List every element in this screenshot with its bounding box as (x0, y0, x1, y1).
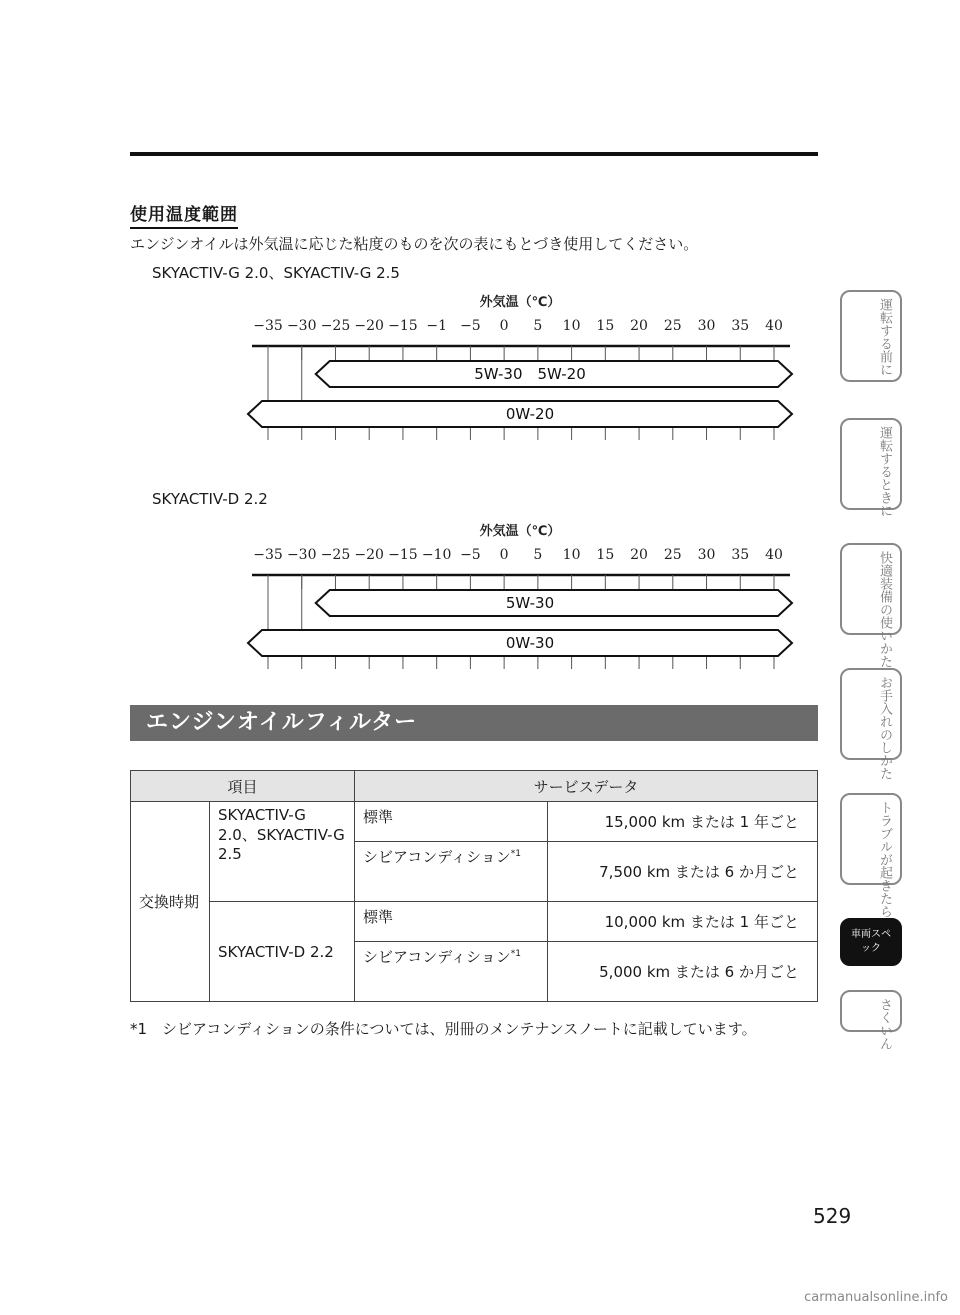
top-rule (130, 152, 818, 156)
tab-text: お手入れのしかた (877, 676, 892, 780)
footnote-ref: *1 (510, 849, 521, 859)
tick-label: 30 (697, 318, 716, 334)
tick-label: −30 (286, 547, 317, 563)
tab-text: 快適装備の使いかた (877, 551, 892, 668)
tab-troubleshooting[interactable] (840, 793, 902, 918)
model-gasoline: SKYACTIV-G 2.0、SKYACTIV-G 2.5 (210, 802, 355, 902)
tick-label: −5 (460, 318, 481, 334)
chart2-model: SKYACTIV-D 2.2 (152, 490, 268, 508)
tick-label: 25 (663, 318, 682, 334)
filter-banner: エンジンオイルフィルター (130, 705, 818, 741)
cell-standard: 標準 (355, 902, 548, 942)
page-number: 529 (813, 1204, 852, 1228)
tab-label (877, 676, 892, 780)
footnote-text: シビアコンディションの条件については、別冊のメンテナンスノートに記載しています。 (162, 1020, 757, 1038)
chart-title: 外気温（℃） (479, 524, 561, 539)
chart-diesel-svg (230, 517, 810, 687)
cell-value: 15,000 km または 1 年ごと (548, 802, 818, 842)
tab-label (877, 298, 892, 376)
tick-label: −15 (388, 547, 418, 563)
tick-label: 10 (562, 318, 581, 334)
tick-label: −20 (354, 547, 384, 563)
tick-label: 35 (731, 318, 750, 334)
tick-label: 35 (731, 547, 750, 563)
tab-while-driving[interactable] (840, 418, 902, 517)
tab-text: さくいん (877, 998, 892, 1050)
tab-maintenance[interactable] (840, 668, 902, 780)
tick-label: 20 (630, 318, 648, 334)
tick-label: 40 (765, 547, 783, 563)
tick-label: 30 (697, 547, 716, 563)
tick-label: 20 (630, 547, 648, 563)
cell-value: 5,000 km または 6 か月ごと (548, 942, 818, 1002)
table-row (131, 802, 818, 842)
tick-label: −35 (253, 318, 283, 334)
model-diesel: SKYACTIV-D 2.2 (210, 902, 355, 1002)
intro-text: エンジンオイルは外気温に応じた粘度のものを次の表にもとづき使用してください。 (130, 235, 699, 253)
header-item: 項目 (131, 771, 355, 802)
tab-text: 運転するときに (877, 426, 892, 517)
tick-label: 5 (533, 547, 543, 563)
tick-label: −35 (253, 547, 283, 563)
cell-standard: 標準 (355, 802, 548, 842)
tab-label (877, 801, 892, 918)
watermark: carmanualsonline.info (804, 1290, 948, 1305)
footnote-ref: *1 (510, 949, 521, 959)
band-label: 5W-30 5W-20 (474, 365, 586, 383)
tick-label: 0 (499, 318, 509, 334)
tick-label: 0 (499, 547, 509, 563)
tick-label: −25 (320, 547, 351, 563)
band-label: 0W-30 (505, 634, 555, 652)
tick-label: −25 (320, 318, 351, 334)
row-label: 交換時期 (131, 802, 210, 1002)
tick-label: −15 (388, 318, 418, 334)
band-label: 5W-30 (505, 594, 555, 612)
tick-label: 40 (765, 318, 783, 334)
tick-label: 15 (596, 547, 615, 563)
chart1-model: SKYACTIV-G 2.0、SKYACTIV-G 2.5 (152, 264, 400, 282)
tick-label: 10 (562, 547, 581, 563)
tab-vehicle-specs[interactable] (840, 918, 902, 966)
tab-index[interactable] (840, 990, 902, 1050)
chart-diesel (230, 517, 810, 687)
tick-label: −20 (354, 318, 384, 334)
tick-label: −1 (426, 318, 447, 334)
cell-value: 10,000 km または 1 年ごと (548, 902, 818, 942)
tick-label: 5 (533, 318, 543, 334)
severe-label: シビアコンディション (363, 848, 511, 866)
tick-label: −10 (421, 547, 452, 563)
tick-label: −30 (286, 318, 317, 334)
table-row (131, 902, 818, 942)
header-data: サービスデータ (355, 771, 818, 802)
tab-label (877, 998, 892, 1050)
tab-text: 運転する前に (877, 298, 892, 376)
tick-label: 25 (663, 547, 682, 563)
chart-gasoline-svg (230, 288, 810, 458)
cell-value: 7,500 km または 6 か月ごと (548, 842, 818, 902)
chart-title: 外気温（℃） (479, 295, 561, 310)
tick-label: −5 (460, 547, 481, 563)
tab-text: トラブルが起きたら (877, 801, 892, 918)
tab-label (877, 551, 892, 668)
band-label: 0W-20 (505, 405, 555, 423)
chart-gasoline (230, 288, 810, 458)
section-title: 使用温度範囲 (130, 200, 238, 229)
severe-label: シビアコンディション (363, 948, 511, 966)
footnote-mark: *1 (130, 1020, 148, 1038)
tab-label (877, 426, 892, 517)
tab-text: 車両スペック (851, 929, 891, 954)
cell-severe (355, 842, 548, 902)
tick-label: 15 (596, 318, 615, 334)
tab-comfort-features[interactable] (840, 543, 902, 668)
table-header-row (131, 771, 818, 802)
cell-severe (355, 942, 548, 1002)
filter-table (130, 770, 818, 1002)
tab-before-driving[interactable] (840, 290, 902, 382)
footnote (130, 1018, 820, 1040)
